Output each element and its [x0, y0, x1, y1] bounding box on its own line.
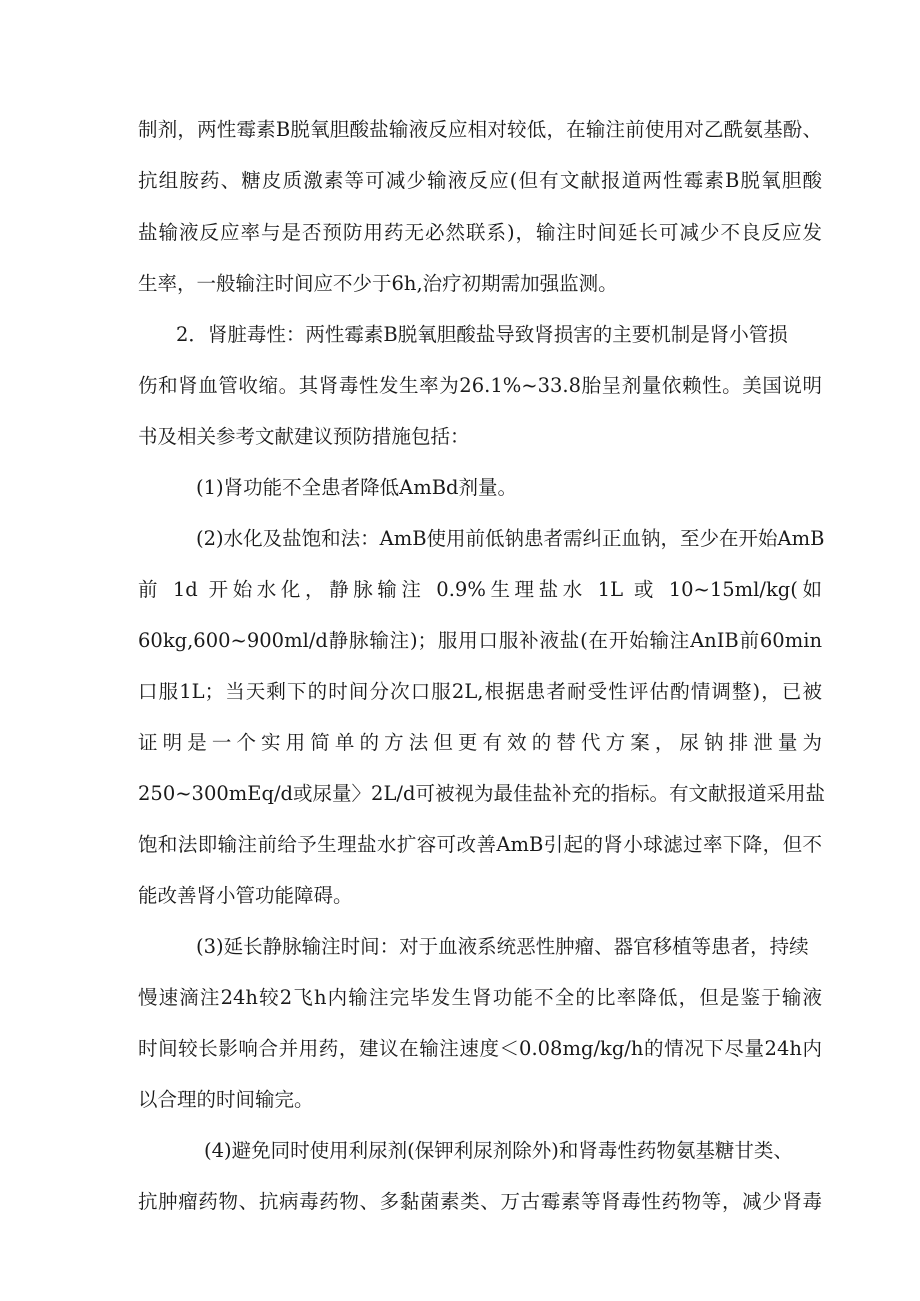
text-line: 盐输液反应率与是否预防用药无必然联系)，输注时间延长可减少不良反应发	[138, 221, 822, 244]
list-item-2: (2)水化及盐饱和法：AmB使用前低钠患者需纠正血钠，至少在开始AmB	[196, 527, 825, 550]
text-line: 证明是一个实用简单的方法但更有效的替代方案，尿钠排泄量为	[138, 731, 822, 754]
section-heading-renal-toxicity: 2．肾脏毒性：两性霉素B脱氧胆酸盐导致肾损害的主要机制是肾小管损	[176, 323, 788, 346]
text-line: 伤和肾血管收缩。其肾毒性发生率为26.1%~33.8胎呈剂量依赖性。美国说明	[138, 374, 822, 397]
list-item-1: (1)肾功能不全患者降低AmBd剂量。	[196, 476, 518, 499]
text-line: 250~300mEq/d或尿量〉2L/d可被视为最佳盐补充的指标。有文献报道采用盐	[138, 782, 825, 805]
text-line: 以合理的时间输完。	[138, 1088, 314, 1111]
list-item-3: (3)延长静脉输注时间：对于血液系统恶性肿瘤、器官移植等患者，持续	[196, 935, 809, 958]
text-line: 前 1d 开始水化，静脉输注 0.9%生理盐水 1L 或 10~15ml/kg(如	[138, 578, 822, 601]
text-line: 抗组胺药、糖皮质激素等可减少输液反应(但有文献报道两性霉素B脱氧胆酸	[138, 169, 822, 192]
list-item-4: (4)避免同时使用利尿剂(保钾利尿剂除外)和肾毒性药物氨基糖甘类、	[204, 1139, 793, 1162]
text-line: 能改善肾小管功能障碍。	[138, 884, 353, 907]
text-line: 生率，一般输注时间应不少于6h,治疗初期需加强监测。	[138, 272, 618, 295]
text-line: 书及相关参考文献建议预防措施包括：	[138, 425, 470, 448]
text-line: 慢速滴注24h较2飞h内输注完毕发生肾功能不全的比率降低，但是鉴于输液	[138, 986, 822, 1009]
text-line: 口服1L；当天剩下的时间分次口服2L,根据患者耐受性评估酌情调整)，已被	[138, 680, 822, 703]
text-line: 时间较长影响合并用药，建议在输注速度＜0.08mg/kg/h的情况下尽量24h内	[138, 1037, 822, 1060]
text-line: 抗肿瘤药物、抗病毒药物、多黏菌素类、万古霉素等肾毒性药物等，减少肾毒	[138, 1190, 822, 1213]
text-line: 饱和法即输注前给予生理盐水扩容可改善AmB引起的肾小球滤过率下降，但不	[138, 833, 822, 856]
text-line: 60kg,600~900ml/d静脉输注)；服用口服补液盐(在开始输注AnIB前60min	[138, 629, 822, 652]
text-line: 制剂，两性霉素B脱氧胆酸盐输液反应相对较低，在输注前使用对乙酰氨基酚、	[138, 118, 822, 141]
